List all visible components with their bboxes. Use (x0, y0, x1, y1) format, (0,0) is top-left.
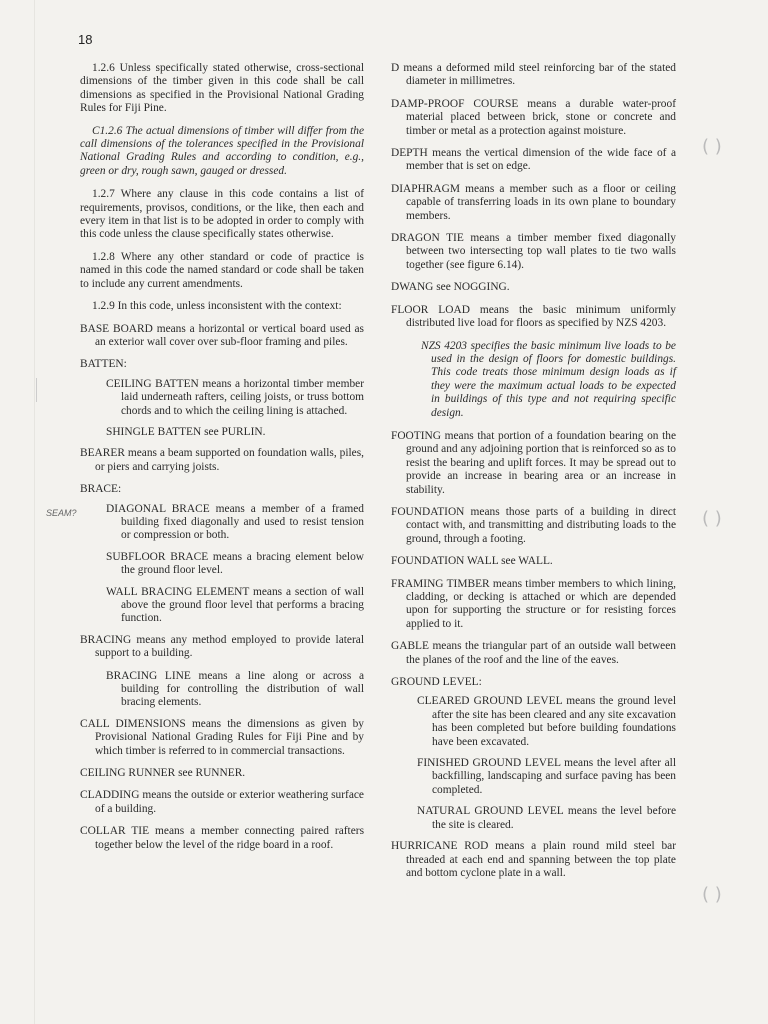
punch-hole-mark: ( ) (702, 136, 722, 157)
clause-1-2-6: 1.2.6 Unless specifically stated otherwise, cross-sectional dimensions of the timber given in this code shall be call dimensions as specified in the Provisional National Grading Rules for Fiji Pine. (80, 62, 364, 115)
definition-depth: DEPTH means the vertical dimension of the wide face of a member that is set on edge. (391, 147, 676, 173)
definition-finished-ground-level: FINISHED GROUND LEVEL means the level after all backfilling, landscaping and surface paving has been completed. (417, 757, 676, 796)
definition-diaphragm: DIAPHRAGM means a member such as a floor or ceiling capable of transferring loads in its own plane to boundary members. (391, 182, 676, 222)
definition-floor-load: FLOOR LOAD means the basic minimum uniformly distributed live load for floors as specified by NZS 4203. (391, 303, 676, 330)
heading-ground-level: GROUND LEVEL: (391, 676, 482, 689)
definition-cladding: CLADDING means the outside or exterior weathering surface of a building. (80, 789, 364, 815)
definition-footing: FOOTING means that portion of a foundation bearing on the ground and any adjoining portion that is reinforced so as to resist the bearing and uplift forces. It may be spread out to provide an increase in bearing area or an increase in stability. (391, 429, 676, 496)
definition-subfloor-brace: SUBFLOOR BRACE means a bracing element below the ground floor level. (106, 550, 364, 577)
definition-natural-ground-level: NATURAL GROUND LEVEL means the level before the site is cleared. (417, 805, 676, 831)
definition-framing-timber: FRAMING TIMBER means timber members to which lining, cladding, or decking is attached or which are depended upon for supporting the structure or for resisting forces applied to it. (391, 577, 676, 630)
clause-1-2-9: 1.2.9 In this code, unless inconsistent with the context: (92, 300, 342, 313)
heading-brace: BRACE: (80, 483, 122, 496)
page-edge-shadow (34, 0, 35, 1024)
clause-1-2-7: 1.2.7 Where any clause in this code contains a list of requirements, provisos, conditions, or the like, then each and every item in that list is to be adopted in order to comply with this code unless the clause specifically states otherwise. (80, 188, 364, 241)
definition-ceiling-runner: CEILING RUNNER see RUNNER. (80, 767, 246, 780)
handwritten-margin-note: SEAM? (46, 508, 77, 518)
definition-diagonal-brace: DIAGONAL BRACE means a member of a framed building fixed diagonally and used to resist tension or compression or both. (106, 502, 364, 542)
definition-bracing-line: BRACING LINE means a line along or across a building for controlling the distribution of wall bracing elements. (106, 669, 364, 709)
heading-batten: BATTEN: (80, 358, 127, 371)
definition-collar-tie: COLLAR TIE means a member connecting paired rafters together below the level of the ridge board in a roof. (80, 825, 364, 851)
margin-mark (36, 378, 37, 402)
punch-hole-mark: ( ) (702, 508, 722, 529)
punch-hole-mark: ( ) (702, 884, 722, 905)
commentary-c1-2-6: C1.2.6 The actual dimensions of timber will differ from the call dimensions of the tolerances specified in the Provisional National Grading Rules and according to condition, e.g., green or dry, rough sawn, gauged or dressed. (80, 124, 364, 177)
definition-wall-bracing-element: WALL BRACING ELEMENT means a section of wall above the ground floor level that performs a bracing function. (106, 585, 364, 625)
right-column (391, 62, 676, 889)
note-nzs-4203: NZS 4203 specifies the basic minimum live loads to be used in the design of floors for domestic buildings. This code treats those minimum design loads as if they were the maximum actual loads to be expected in buildings of this type and not requiring specific design. (421, 339, 676, 419)
definition-d: D means a deformed mild steel reinforcing bar of the stated diameter in millimetres. (391, 62, 676, 88)
definition-damp-proof-course: DAMP-PROOF COURSE means a durable water-proof material placed between brick, stone or concrete and timber or metal as a protection against moisture. (391, 97, 676, 137)
definition-dragon-tie: DRAGON TIE means a timber member fixed diagonally between two intersecting top wall plates to tie two walls together (see figure 6.14). (391, 232, 676, 271)
definition-foundation: FOUNDATION means those parts of a building in direct contact with, and transmitting and distributing loads to the ground, through a footing. (391, 505, 676, 545)
definition-dwang: DWANG see NOGGING. (391, 281, 510, 294)
definition-foundation-wall: FOUNDATION WALL see WALL. (391, 555, 553, 568)
clause-1-2-8: 1.2.8 Where any other standard or code of practice is named in this code the named standard or code shall be taken to include any current amendments. (80, 250, 364, 290)
definition-gable: GABLE means the triangular part of an outside wall between the planes of the roof and the line of the eaves. (391, 640, 676, 666)
left-column (80, 62, 364, 861)
definition-cleared-ground-level: CLEARED GROUND LEVEL means the ground level after the site has been cleared and any site excavation has been completed but before building foundations have been excavated. (417, 695, 676, 748)
definition-bearer: BEARER means a beam supported on foundation walls, piles, or piers and carrying joists. (80, 447, 364, 473)
definition-base-board: BASE BOARD means a horizontal or vertical board used as an exterior wall cover over sub-floor framing and piles. (80, 322, 364, 348)
definition-call-dimensions: CALL DIMENSIONS means the dimensions as given by Provisional National Grading Rules for Fiji Pine and by which timber is referred to in commercial transactions. (80, 717, 364, 757)
definition-hurricane-rod: HURRICANE ROD means a plain round mild steel bar threaded at each end and spanning between the top plate and bottom cyclone plate in a wall. (391, 840, 676, 879)
definition-bracing: BRACING means any method employed to provide lateral support to a building. (80, 633, 364, 660)
definition-ceiling-batten: CEILING BATTEN means a horizontal timber member laid underneath rafters, ceiling joists, or truss bottom chords and to which the ceiling lining is attached. (106, 377, 364, 417)
definition-shingle-batten: SHINGLE BATTEN see PURLIN. (106, 425, 266, 438)
page-number: 18 (78, 32, 93, 47)
